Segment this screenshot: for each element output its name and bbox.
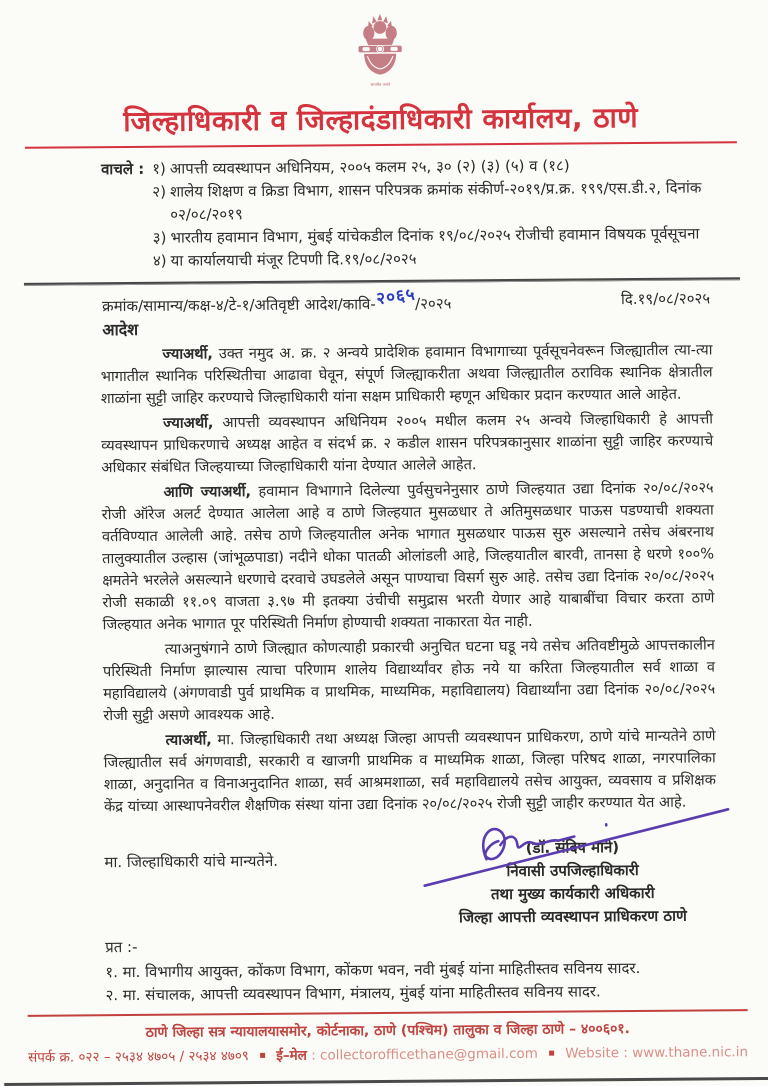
scan-bottom-edge [4,1077,768,1086]
signature-block [104,821,717,934]
copies-item-2: २. मा. संचालक, आपत्ती व्यवस्थापन विभाग, मंत्रालय, मुंबई यांना माहितीस्तव सविनय सादर. [105,982,601,1005]
read-item-text: शालेय शिक्षण व क्रिडा विभाग, शासन परिपत्रक क्रमांक संकीर्ण-२०१९/प्र.क्र. १९९/एस.डी.२, दिनांक ०२/०८/२०१९ [169,178,702,224]
paragraph-text: उक्त नमुद अ. क्र. २ अन्वये प्रादेशिक हवामान विभागाच्या पूर्वसूचनेवरून जिल्ह्यातील त्या-त्या भागातील स्थानिक परिस्थितीचा आढावा घेवून, संपूर्ण जिल्ह्याकरीता अथवा जिल्ह्यातील ठराविक स्थानिक क्षेत्रातील शाळांना सुट्टी जाहिर करण्याचे जिल्हाधिकारी यांना सक्षम प्राधिकारी म्हणून अधिकार प्रदान करण्यात आले आहेत. [100,341,713,408]
order-paragraph-3 [102,477,715,636]
order-body [100,339,716,818]
reference-suffix: /२०२५ [415,294,452,313]
read-item-number: ४) [152,251,167,270]
order-paragraph-2 [101,408,713,479]
reference-row [102,284,711,316]
paragraph-text: मा. जिल्हाधिकारी तथा अध्यक्ष जिल्हा आपत्ती व्यवस्थापन प्राधिकरण, ठाणे यांचे मान्यतेने ठाणे जिल्ह्यातील सर्व अंगणवाडी, सरकारी व खाजगी प्राथमिक व माध्यमिक शाळा, जिल्हा परिषद शाळा, नगरपालिका शाळा, अनुदानित व विनाअनुदानित शाळा, सर्व आश्रमशाळा, सर्व महाविद्यालये तसेच आयुक्त, व्यवसाय व प्रशिक्षक केंद्र यांच्या आस्थापनेवरील शैक्षणिक संस्था यांना उद्या दिनांक २०/०८/२०२५ रोजी सुट्टी जाहीर करण्यात येत आहे. [103,727,716,816]
read-list [101,153,718,273]
approval-note: मा. जिल्हाधिकारी यांचे मान्यतेने. [104,851,279,872]
paragraph-lead: ज्याअर्थी, [162,345,213,363]
signatory-title-1: निवासी उपजिल्हाधिकारी [506,861,639,881]
paragraph-lead: आणि ज्याअर्थी, [163,483,252,501]
order-paragraph-4 [103,634,716,727]
read-item-number: ३) [152,228,167,247]
footer-contact [4,1042,768,1066]
handwritten-outward-number: २०६५ [374,284,417,310]
signatory [422,835,723,929]
signatory-title-3: जिल्हा आपत्ती व्यवस्थापन प्राधिकरण ठाणे [458,906,687,927]
paragraph-lead: त्याअर्थी, [165,731,212,749]
read-list-label: वाचले : [100,159,145,179]
paragraph-text: आपत्ती व्यवस्थापन अधिनियम २००५ मधील कलम २५ अन्वये जिल्हाधिकारी हे आपत्ती व्यवस्थापन प्राधिकरणाचे अध्यक्ष आहेत व संदर्भ क्र. २ कडील शासन परिपत्रकानुसार शाळांना सुट्टी जाहिर करण्याचे अधिकार संबंधित जिल्हयाच्या जिल्हाधिकारी यांना देण्यात आलेले आहेत. [101,410,714,477]
paragraph-text: हवामान विभागाने दिलेल्या पुर्वसुचनेनुसार ठाणे जिल्हयात उद्या दिनांक २०/०८/२०२५ रोजी ऑरेज अलर्ट देण्यात आलेला आहे व ठाणे जिल्हयात मुसळधार ते अतिमुसळधार पाऊस पडण्याची शक्यता वर्तविण्यात आलेली आहे. तसेच ठाणे जिल्हयातील अनेक भागात मुसळधार पाऊस सुरु असल्याने तसेच अंबरनाथ तालुक्यातील उल्हास (जांभूळपाडा) नदीने धोका पातळी ओलांडली आहे, जिल्हयातील बारवी, तानसा हे धरणे १००% क्षमतेने भरलेले असल्याने धरणाचे दरवाचे उघडलेले असून पाण्याचा विसर्ग सुरु आहे. तसेच उद्या दिनांक २०/०८/२०२५ रोजी सकाळी ११.०९ वाजता ३.९७ मी इतक्या उंचीची समुद्रास भरती येणार आहे याबाबींचा विचार करता ठाणे जिल्हयात अनेक भागात पूर परिस्थिती निर्माण होण्याची शक्यता नाकारता येत नाही. [101,479,715,634]
copies-label: प्रत :- [105,937,138,957]
office-title: जिल्हाधिकारी व जिल्हादंडाधिकारी कार्यालय, ठाणे [123,100,639,139]
read-item-text: भारतीय हवामान विभाग, मुंबई यांचेकडील दिनांक १९/०८/२०२५ रोजीची हवामान विषयक पूर्वसूचना [170,224,700,247]
paragraph-text: त्याअनुषंगाने ठाणे जिल्ह्यात कोणत्याही प्रकारची अनुचित घटना घडू नये तसेच अतिवष्टीमुळे आपत्तकालीन परिस्थिती निर्माण झाल्यास त्याचा परिणाम शालेय विद्यार्थ्यांवर होऊ नये या करिता जिल्हयातील सर्व शाळा व महाविद्यालये (अंगणवाडी पुर्व प्राथमिक व प्राथमिक, माध्यमिक, महाविद्यालय) विद्यार्थ्यांना उद्या दिनांक २०/०८/२०२५ रोजी सुट्टी असणे आवश्यक आहे. [102,636,716,725]
email-label: ई–मेल [276,1047,307,1064]
bullet-icon: ▪ [548,1047,555,1059]
copies-item-1: १. मा. विभागीय आयुक्त, कोंकण विभाग, कोंकण भवन, नवी मुंबई यांना माहितीस्तव सविनय सादर. [105,958,641,982]
read-item-number: १) [152,159,166,178]
order-paragraph-1 [100,339,712,410]
read-item-text: आपत्ती व्यवस्थापन अधिनियम, २००५ कलम २५, ३० (२) (३) (५) व (१८) [169,156,570,178]
ashoka-emblem-icon [348,12,413,95]
email-value: : collectorofficethane@gmail.com [311,1045,538,1064]
phone-text: संपर्क क्र. ०२२ – २५३४ ४७०५ / २५३४ ४७०९ [28,1048,249,1066]
footer-rule [28,1009,748,1017]
copies-list [105,931,718,1007]
reference-date: दि.१९/०८/२०२५ [620,289,711,309]
signatory-title-2: तथा मुख्य कार्यकारी अधिकारी [490,883,655,904]
reference-prefix: क्रमांक/सामान्य/कक्ष-४/टे-१/अतिवृष्टी आदेश/कावि- [102,295,376,316]
footer-address: ठाणे जिल्हा सत्र न्यायालयासमोर, कोर्टनाका, ठाणे (पश्चिम) तालुका व जिल्हा ठाणे – ४००६०१. [145,1021,631,1041]
order-paragraph-5 [103,725,716,818]
header-rule [25,141,737,149]
read-item-number: २) [152,182,167,201]
website-text: Website : www.thane.nic.in [565,1044,749,1062]
bullet-icon: ▪ [259,1049,267,1061]
letterhead-header [0,0,765,149]
order-heading: आदेश [102,319,139,340]
read-item-text: या कार्यालयाची मंजूर टिपणी दि.१९/०८/२०२५ [170,249,417,270]
emblem-motto-text: सत्यमेव जयते [370,81,391,87]
read-item-4 [153,245,718,272]
read-item-2 [152,176,717,226]
reference-number [102,284,452,316]
paragraph-lead: ज्याअर्थी, [162,414,214,432]
letterhead-footer [4,1009,768,1086]
signatory-name: (डॉ. संदिप माने) [525,838,620,857]
